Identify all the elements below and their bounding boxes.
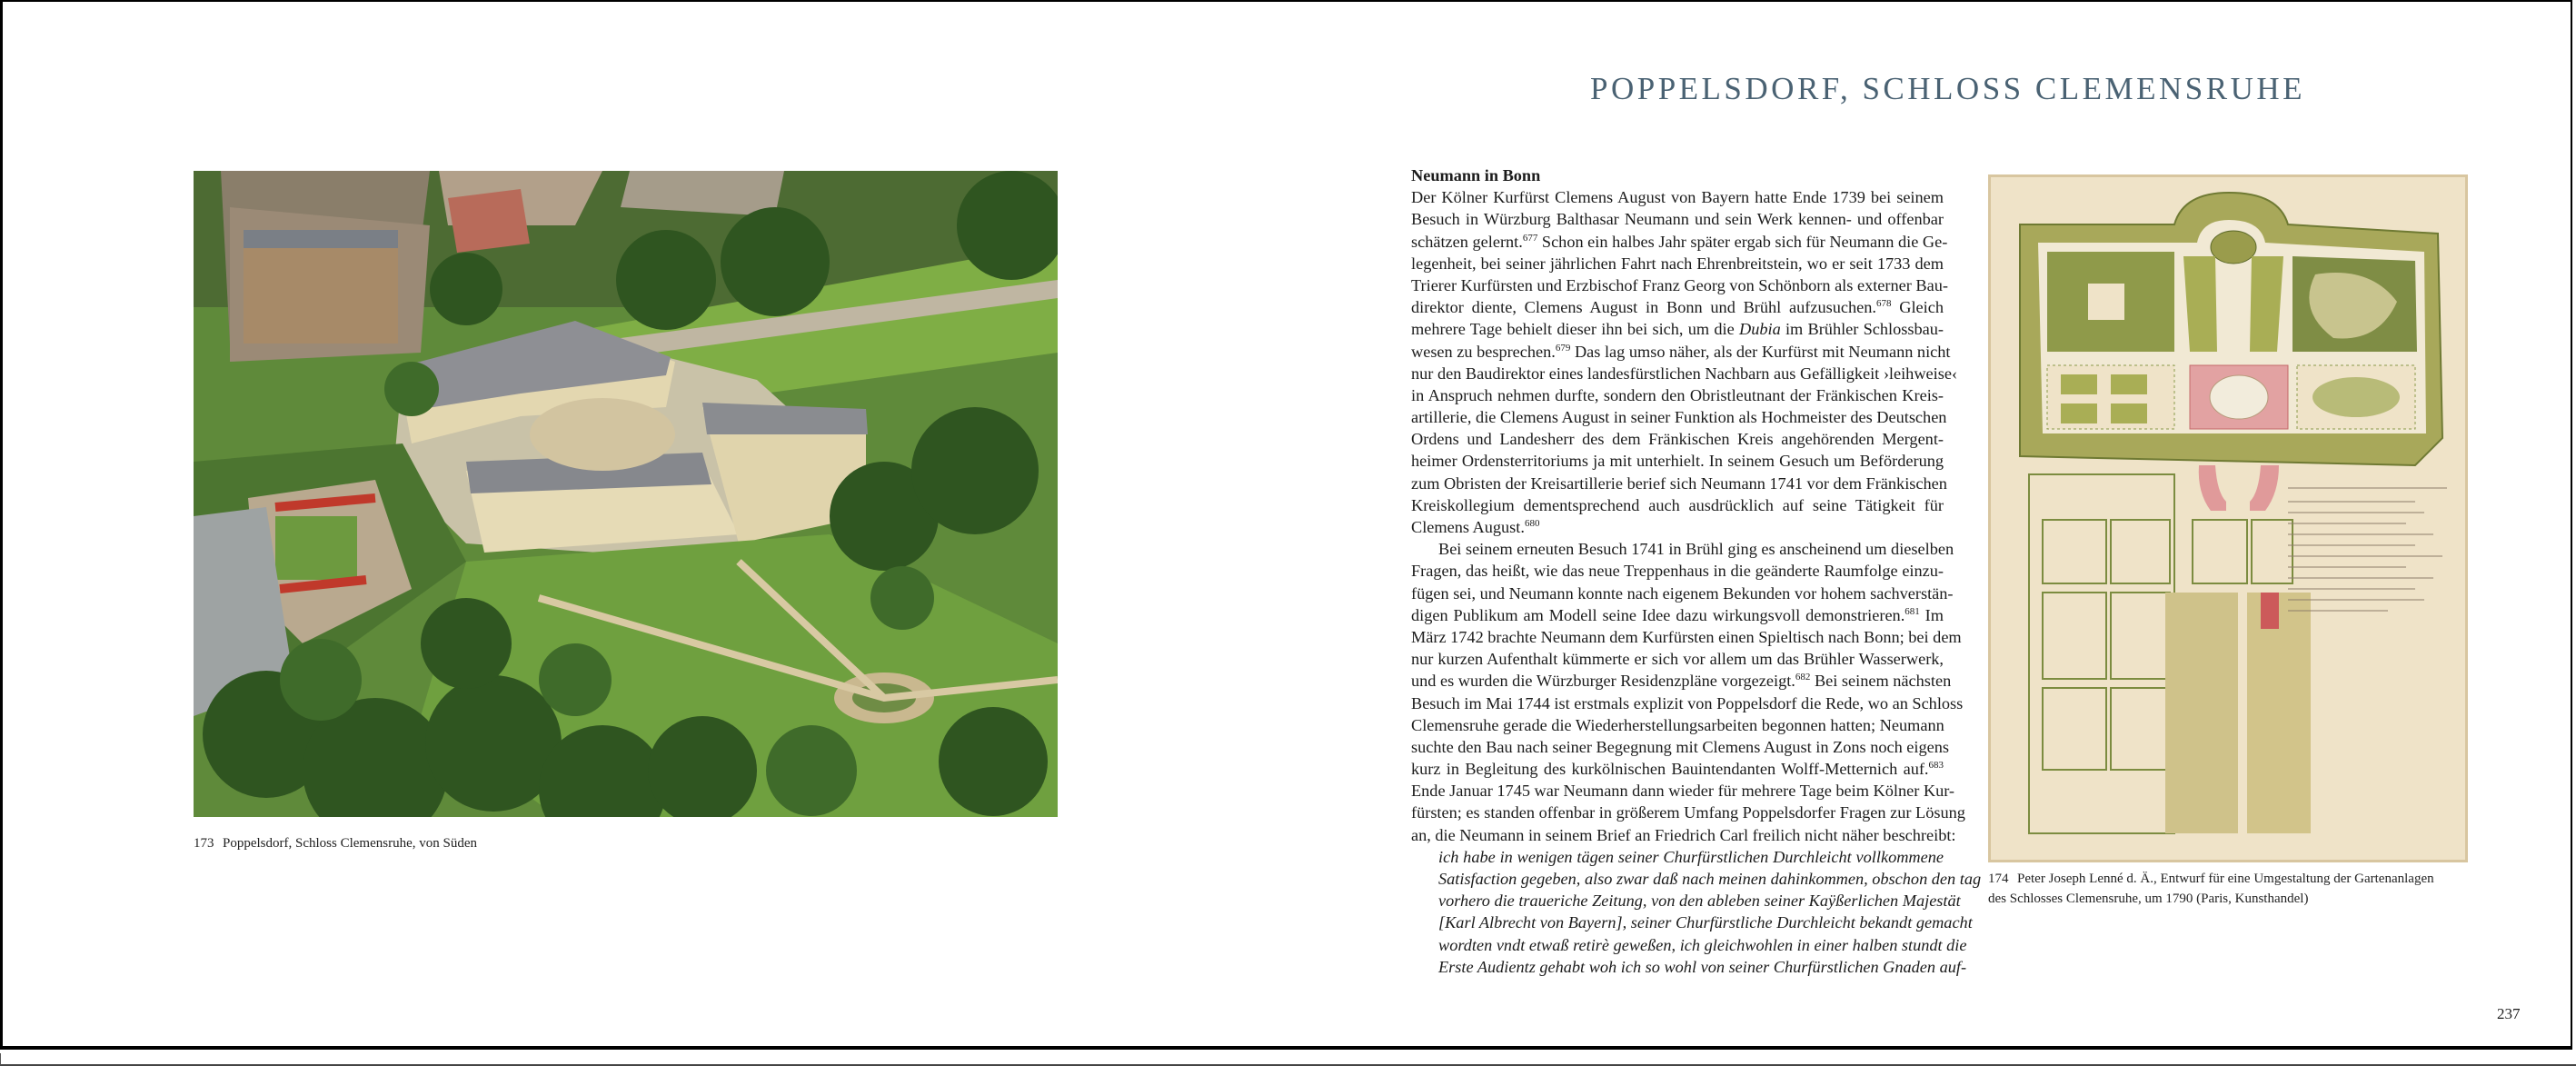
- caption-text-line-2: des Schlosses Clemensruhe, um 1790 (Paris, Kunsthandel): [1988, 892, 2309, 906]
- text-line: [1411, 670, 1952, 692]
- text-run: Gleich: [1891, 298, 1944, 317]
- figure-number: 173: [194, 836, 214, 851]
- text-run: im Brühler Schlossbau-: [1780, 320, 1944, 339]
- text-line: [1411, 516, 1944, 538]
- text-line: [1411, 428, 1944, 450]
- footnote-marker: 683: [1928, 760, 1944, 772]
- text-line: [1411, 780, 1955, 802]
- footnote-marker: 680: [1524, 518, 1540, 529]
- text-line: [1411, 736, 1949, 758]
- text-run: legenheit, bei seiner jährlichen Fahrt nach Ehrenbreitstein, wo er seit 1733 dem: [1411, 254, 1944, 273]
- text-run: digen Publikum am Modell seine Idee dazu wirkungsvoll demonstrieren.: [1411, 605, 1905, 624]
- section-heading: Neumann in Bonn: [1411, 166, 1541, 184]
- text-line: [1411, 253, 1944, 274]
- text-run: in Anspruch nehmen durfte, sondern den Obristleutnant der Fränkischen Kreis-: [1411, 385, 1944, 404]
- text-line: [1411, 824, 1956, 846]
- aerial-photo-schloss-clemensruhe: [194, 171, 1058, 817]
- garden-plan-drawing: [1988, 174, 2468, 862]
- text-run: Satisfaction gegeben, also zwar daß nach meinen dahinkommen, obschon den tag: [1438, 870, 1982, 888]
- footnote-marker: 677: [1522, 232, 1538, 244]
- text-run: und es wurden die Würzburger Residenzpläne vorgezeigt.: [1411, 672, 1795, 691]
- text-run: Erste Audientz gehabt woh ich so wohl von seiner Churfürstlichen Gnaden auf-: [1438, 957, 1967, 976]
- footnote-marker: 679: [1555, 342, 1571, 354]
- running-title: POPPELSDORF, SCHLOSS CLEMENSRUHE: [1590, 71, 2305, 106]
- text-line: [1438, 956, 1967, 978]
- footnote-marker: 681: [1905, 605, 1920, 617]
- text-line: [1411, 648, 1944, 670]
- footnote-marker: 682: [1795, 672, 1811, 683]
- text-run: Besuch im Mai 1744 ist erstmals explizit von Poppelsdorf die Rede, wo an Schloss: [1411, 693, 1964, 712]
- text-run: Ordens und Landesherr des dem Fränkischen Kreis angehörenden Mergent-: [1411, 430, 1944, 449]
- paragraph-2: [1411, 538, 1965, 846]
- text-run: fügen sei, und Neumann konnte nach eigenem Bekunden vor hohem sachverstän-: [1411, 583, 1954, 603]
- text-line: [1411, 583, 1954, 604]
- text-line: [1411, 208, 1944, 230]
- text-line: [1411, 626, 1962, 648]
- text-run: Clemens August.: [1411, 518, 1525, 536]
- text-line: [1411, 406, 1947, 428]
- text-run: zum Obristen der Kreisartillerie berief sich Neumann 1741 vor dem Fränkischen: [1411, 473, 1947, 493]
- text-run: [Karl Albrecht von Bayern], seiner Churfürstliche Durchleicht bekandt gemacht: [1438, 913, 1973, 932]
- caption-text-line-1: Peter Joseph Lenné d. Ä., Entwurf für eine Umgestaltung der Gartenanlagen: [2017, 872, 2434, 886]
- text-run: Bei seinem nächsten: [1810, 672, 1952, 691]
- figure-number: 174: [1988, 872, 2009, 886]
- text-line: [1411, 560, 1944, 582]
- text-line: [1411, 341, 1951, 363]
- text-run: Das lag umso näher, als der Kurfürst mit Neumann nicht: [1570, 342, 1951, 361]
- text-line: [1411, 318, 1944, 340]
- text-column: [1411, 164, 1982, 978]
- text-line: [1411, 758, 1944, 780]
- text-line: [1438, 868, 1982, 890]
- text-line: [1411, 274, 1948, 296]
- text-run: mehrere Tage behielt dieser ihn bei sich, um die: [1411, 320, 1739, 339]
- text-run: heimer Ordensterritoriums ja mit unterhielt. In seinem Gesuch um Beförderung: [1411, 452, 1944, 471]
- text-line: [1411, 296, 1944, 318]
- text-line: [1438, 890, 1961, 912]
- text-run: nur kurzen Aufenthalt kümmerte er sich vor allem um das Brühler Wasserwerk,: [1411, 650, 1944, 669]
- text-run: wesen zu besprechen.: [1411, 342, 1556, 361]
- footnote-marker: 678: [1875, 298, 1892, 310]
- text-run: schätzen gelernt.: [1411, 232, 1523, 251]
- italic-term: Dubia: [1739, 320, 1781, 339]
- figure-174-caption: [1988, 869, 2497, 909]
- bottom-strip: [0, 1053, 2576, 1066]
- text-line: [1438, 846, 1944, 868]
- text-run: Kreiskollegium dementsprechend auch ausdrücklich auf seine Tätigkeit für: [1411, 495, 1944, 514]
- paragraph-1: [1411, 186, 1958, 538]
- text-line: [1411, 231, 1948, 253]
- text-run: suchte den Bau nach seiner Begegnung mit Clemens August in Zons noch eigens: [1411, 737, 1949, 756]
- text-run: Clemensruhe gerade die Wiederherstellungsarbeiten begonnen hatten; Neumann: [1411, 715, 1944, 734]
- text-run: Bei seinem erneuten Besuch 1741 in Brühl ging es anscheinend um dieselben: [1438, 540, 1954, 559]
- text-run: an, die Neumann in seinem Brief an Friedrich Carl freilich nicht näher beschreibt:: [1411, 825, 1956, 844]
- text-run: wordten vndt etwaß retirè geweßen, ich gleichwohlen in einer halben stundt die: [1438, 935, 1967, 954]
- text-line: [1411, 384, 1944, 406]
- text-run: Fragen, das heißt, wie das neue Treppenhaus in die geänderte Raumfolge einzu-: [1411, 562, 1944, 581]
- text-line: [1438, 912, 1973, 933]
- text-line: [1411, 494, 1944, 516]
- text-line: [1411, 802, 1965, 823]
- block-quote: [1411, 846, 1982, 978]
- text-line: [1438, 934, 1967, 956]
- text-run: Schon ein halbes Jahr später ergab sich für Neumann die Ge-: [1537, 232, 1948, 251]
- text-run: ich habe in wenigen tägen seiner Churfürstlichen Durchleicht vollkommene: [1438, 847, 1944, 866]
- text-line: [1411, 538, 1954, 560]
- caption-text: Poppelsdorf, Schloss Clemensruhe, von Süden: [223, 836, 477, 851]
- text-run: Der Kölner Kurfürst Clemens August von Bayern hatte Ende 1739 bei seinem: [1411, 188, 1944, 207]
- text-line: [1411, 186, 1944, 208]
- text-run: Im: [1919, 605, 1944, 624]
- page-number: 237: [2497, 1005, 2521, 1022]
- text-line: [1411, 692, 1964, 714]
- text-line: [1411, 363, 1958, 384]
- text-run: nur den Baudirektor eines landesfürstlichen Nachbarn aus Gefälligkeit ›leihweise‹: [1411, 364, 1958, 383]
- text-run: direktor diente, Clemens August in Bonn und Brühl aufzusuchen.: [1411, 298, 1876, 317]
- text-run: März 1742 brachte Neumann dem Kurfürsten einen Spieltisch nach Bonn; bei dem: [1411, 627, 1962, 646]
- text-run: artillerie, die Clemens August in seiner Funktion als Hochmeister des Deutschen: [1411, 408, 1947, 427]
- text-line: [1411, 450, 1944, 472]
- figure-173-caption: [194, 833, 477, 853]
- text-run: Besuch in Würzburg Balthasar Neumann und sein Werk kennen- und offenbar: [1411, 210, 1944, 229]
- text-line: [1411, 604, 1944, 626]
- text-run: Ende Januar 1745 war Neumann dann wieder für mehrere Tage beim Kölner Kur-: [1411, 782, 1955, 801]
- text-line: [1411, 473, 1947, 494]
- text-run: vorhero die traueriche Zeitung, von den ableben seiner Kaÿßerlichen Majestät: [1438, 892, 1961, 911]
- text-line: [1411, 714, 1944, 736]
- text-run: kurz in Begleitung des kurkölnischen Bauintendanten Wolff-Metternich auf.: [1411, 760, 1929, 779]
- text-run: fürsten; es standen offenbar in größerem Umfang Poppelsdorfer Fragen zur Lösung: [1411, 803, 1965, 822]
- text-run: Trierer Kurfürsten und Erzbischof Franz Georg von Schönborn als externer Bau-: [1411, 275, 1948, 294]
